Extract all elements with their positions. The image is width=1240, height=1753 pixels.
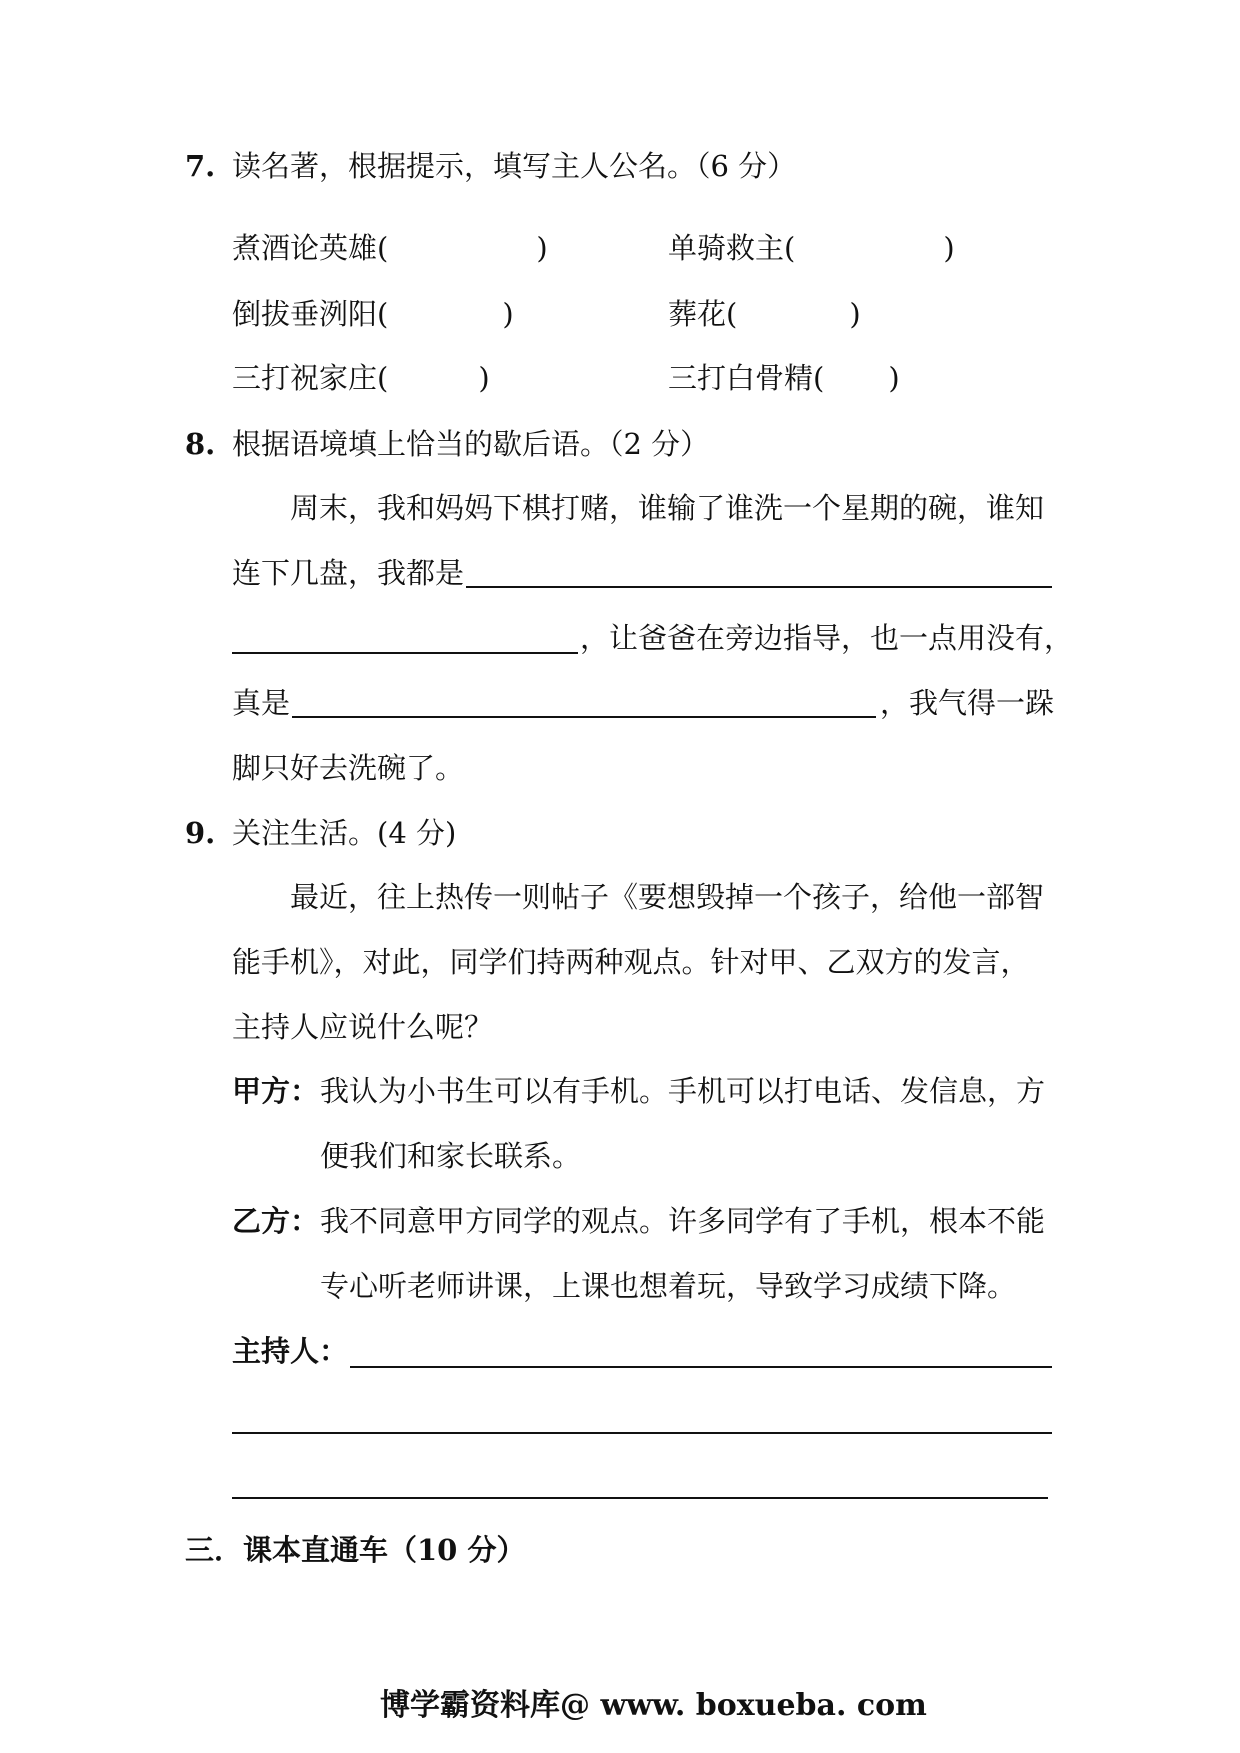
- q9-answer-line-2[interactable]: [232, 1432, 1052, 1434]
- q8-line-1: 周末，我和妈妈下棋打赌，谁输了谁洗一个星期的碗，谁知: [290, 491, 1045, 525]
- q7-item-5: [232, 358, 490, 398]
- q7-item-5-close: ): [478, 361, 490, 395]
- q9-prompt: 关注生活。(4 分): [232, 816, 457, 850]
- q9-para-line-1: 最近，往上热传一则帖子《要想毁掉一个孩子，给他一部智: [290, 880, 1045, 914]
- q7-item-5-label: 三打祝家庄(: [232, 361, 389, 395]
- q7-item-4-close: ): [849, 297, 861, 331]
- q9-host-label: 主持人：: [232, 1334, 349, 1368]
- q9-yi-line-1: 我不同意甲方同学的观点。许多同学有了手机，根本不能: [320, 1204, 1046, 1238]
- q7-item-1-label: 煮酒论英雄(: [232, 231, 389, 265]
- q7-item-6-label: 三打白骨精(: [668, 361, 825, 395]
- q8-blank-1b[interactable]: [232, 652, 578, 654]
- q8-line-4-prefix: 真是: [232, 686, 291, 720]
- q9-yi-line-2: 专心听老师讲课，上课也想着玩，导致学习成绩下降。: [320, 1269, 1017, 1303]
- q9-jia-line-2: 便我们和家长联系。: [320, 1139, 582, 1173]
- q7-item-2-close: ): [943, 231, 955, 265]
- q9-answer-line-3[interactable]: [232, 1497, 1048, 1499]
- q9-para-line-2: 能手机》，对此，同学们持两种观点。针对甲、乙双方的发言，: [232, 945, 1030, 979]
- section-3-title: 三．课本直通车（10 分）: [185, 1533, 526, 1567]
- q8-line-5: 脚只好去洗碗了。: [232, 751, 465, 785]
- q7-item-3-label: 倒拔垂洌阳(: [232, 297, 389, 331]
- q9-jia-label: 甲方：: [232, 1074, 320, 1108]
- q7-item-3: [232, 294, 514, 334]
- q7-item-2: [668, 228, 955, 268]
- q9-jia-line-1: 我认为小书生可以有手机。手机可以打电话、发信息，方: [320, 1074, 1046, 1108]
- q7-item-1: [232, 228, 548, 268]
- q9-answer-line-1[interactable]: [350, 1366, 1052, 1368]
- q7-item-2-label: 单骑救主(: [668, 231, 796, 265]
- q8-line-4-suffix: ，我气得一跺: [880, 686, 1055, 720]
- q7-item-1-close: ): [536, 231, 548, 265]
- footer-watermark: 博学霸资料库@ www. boxueba. com: [380, 1688, 927, 1723]
- q8-line-2-prefix: 连下几盘，我都是: [232, 556, 465, 590]
- q7-prompt: 读名著，根据提示，填写主人公名。（6 分）: [232, 149, 797, 183]
- q8-prompt: 根据语境填上恰当的歇后语。（2 分）: [232, 427, 710, 461]
- q9-yi-label: 乙方：: [232, 1204, 320, 1238]
- q7-item-4-label: 葬花(: [668, 297, 738, 331]
- q9-number: 9.: [185, 816, 216, 850]
- q7-item-6: [668, 358, 900, 398]
- q9-para-line-3: 主持人应说什么呢？: [232, 1010, 494, 1044]
- q8-blank-1a[interactable]: [466, 586, 1052, 588]
- q7-item-6-close: ): [888, 361, 900, 395]
- q8-number: 8.: [185, 427, 216, 461]
- q7-item-3-close: ): [502, 297, 514, 331]
- q8-line-3-suffix: ，让爸爸在旁边指导，也一点用没有，: [580, 621, 1074, 655]
- q7-number: 7.: [185, 149, 216, 183]
- q7-item-4: [668, 294, 861, 334]
- q8-blank-2[interactable]: [292, 716, 876, 718]
